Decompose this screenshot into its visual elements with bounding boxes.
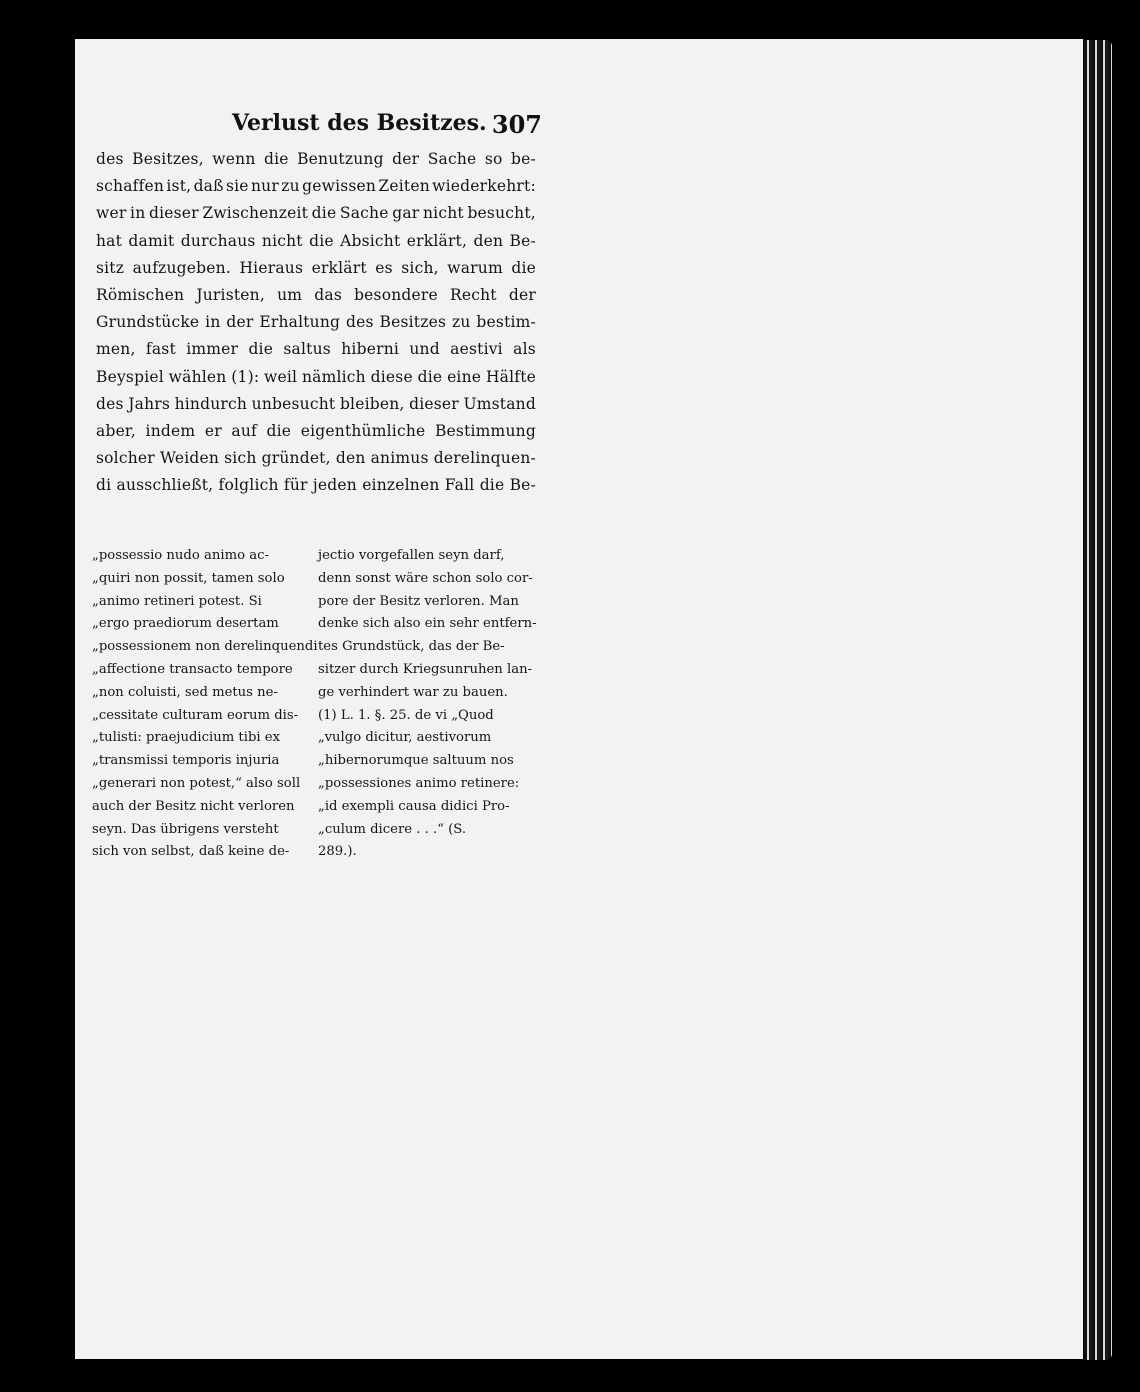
footnote-line: seyn. Das übrigens versteht bbox=[92, 821, 279, 837]
footnote-line: „generari non potest,“ also soll bbox=[92, 775, 301, 791]
footnote-line: „possessionem non derelinquendi bbox=[92, 639, 318, 655]
text-line: di ausschließt, folglich für jeden einzelnen Fall die Be- bbox=[96, 476, 536, 495]
page-number: 307 bbox=[491, 110, 542, 139]
text-line: Römischen Juristen, um das besondere Recht der bbox=[96, 286, 536, 305]
footnote-line: „tulisti: praejudicium tibi ex bbox=[92, 730, 281, 746]
footnote-line: „possessio nudo animo ac- bbox=[92, 548, 269, 563]
footnote-line: „id exempli causa didici Pro- bbox=[318, 798, 510, 814]
footnote-line: sich von selbst, daß keine de- bbox=[92, 844, 290, 860]
footnote-column-left bbox=[92, 545, 318, 864]
footnote-line: (1) L. 1. §. 25. de vi „Quod bbox=[318, 707, 494, 723]
text-line: solcher Weiden sich gründet, den animus derelinquen- bbox=[96, 449, 536, 468]
text-line: wer in dieser Zwischenzeit die Sache gar nicht besucht, bbox=[96, 204, 536, 223]
text-line: des Jahrs hindurch unbesucht bleiben, dieser Umstand bbox=[96, 394, 536, 413]
main-text-block bbox=[96, 146, 536, 500]
footnote-line: „possessiones animo retinere: bbox=[318, 775, 520, 791]
footnote-line: „quiri non possit, tamen solo bbox=[92, 570, 285, 586]
footnote-line: pore der Besitz verloren. Man bbox=[318, 593, 519, 609]
footnote-line: sitzer durch Kriegsunruhen lan- bbox=[318, 661, 533, 677]
text-line: sitz aufzugeben. Hieraus erklärt es sich, warum die bbox=[96, 258, 536, 277]
footnote-column-right bbox=[318, 545, 538, 864]
text-line: Grundstücke in der Erhaltung des Besitzes zu bestim- bbox=[96, 313, 536, 332]
footnote-line: ge verhindert war zu bauen. bbox=[318, 684, 508, 700]
footnote-line: „transmissi temporis injuria bbox=[92, 753, 280, 769]
text-line: Beyspiel wählen (1): weil nämlich diese die eine Hälfte bbox=[96, 367, 536, 386]
text-line: men, fast immer die saltus hiberni und aestivi als bbox=[96, 340, 536, 359]
footnote-line: „non coluisti, sed metus ne- bbox=[92, 684, 278, 700]
footnote-line: „animo retineri potest. Si bbox=[92, 593, 262, 609]
footnote-line: „hibernorumque saltuum nos bbox=[318, 753, 514, 769]
footnote-line: tes Grundstück, das der Be- bbox=[318, 639, 505, 655]
running-head-title: Verlust des Besitzes. bbox=[232, 110, 487, 136]
footnote-line: „vulgo dicitur, aestivorum bbox=[318, 730, 492, 746]
text-line: aber, indem er auf die eigenthümliche Bestimmung bbox=[96, 422, 536, 441]
footnote-line: „affectione transacto tempore bbox=[92, 661, 293, 677]
footnote-line: 289.). bbox=[318, 844, 357, 860]
footnote-line: auch der Besitz nicht verloren bbox=[92, 798, 295, 814]
text-line: des Besitzes, wenn die Benutzung der Sache so be- bbox=[96, 150, 536, 168]
footnote-line: „ergo praediorum desertam bbox=[92, 616, 279, 632]
footnote-line: „culum dicere . . .“ (S. bbox=[318, 821, 467, 837]
footnote-line: denke sich also ein sehr entfern- bbox=[318, 616, 537, 632]
text-line: hat damit durchaus nicht die Absicht erklärt, den Be- bbox=[96, 231, 536, 250]
footnote-line: jectio vorgefallen seyn darf, bbox=[318, 548, 505, 563]
footnote-line: „cessitate culturam eorum dis- bbox=[92, 707, 299, 723]
footnote-line: denn sonst wäre schon solo cor- bbox=[318, 570, 533, 586]
text-line: schaffen ist, daß sie nur zu gewissen Zeiten wiederkehrt: bbox=[96, 177, 536, 196]
running-header bbox=[232, 110, 542, 144]
